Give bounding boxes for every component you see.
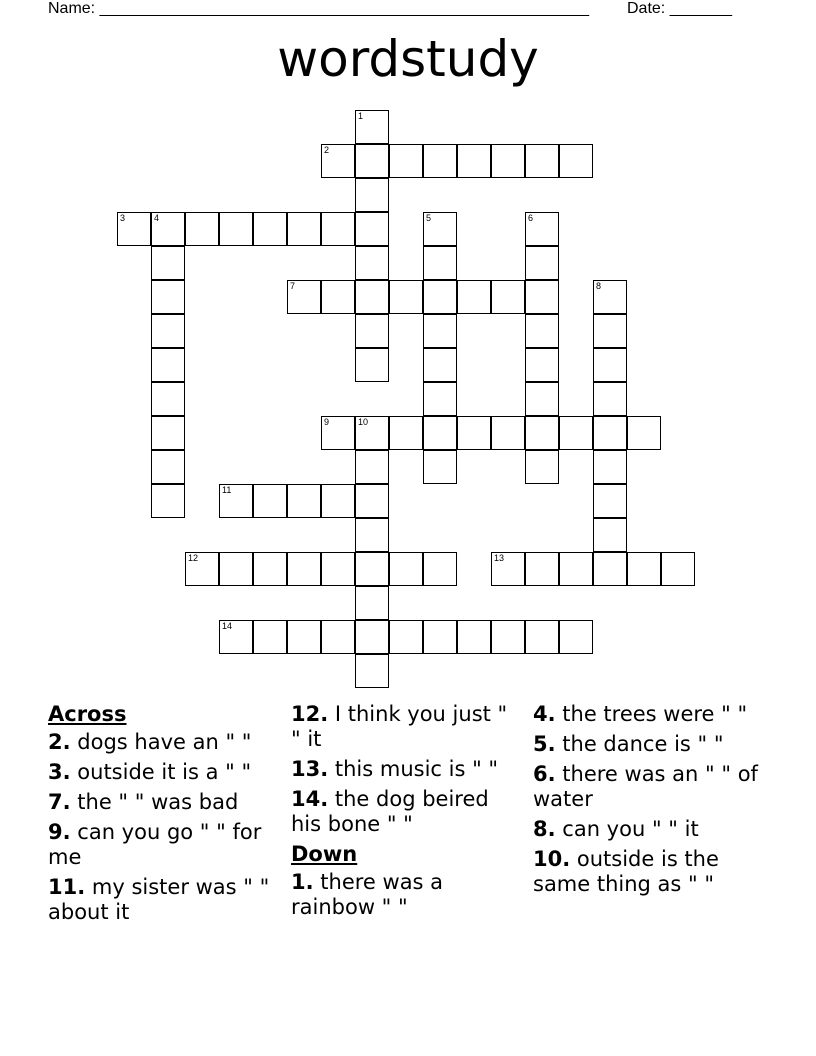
- grid-cell[interactable]: [525, 416, 559, 450]
- grid-cell[interactable]: [355, 314, 389, 348]
- grid-cell[interactable]: [627, 416, 661, 450]
- grid-cell[interactable]: [321, 280, 355, 314]
- across-clue: [291, 702, 521, 752]
- grid-cell[interactable]: [389, 416, 423, 450]
- grid-cell[interactable]: [219, 552, 253, 586]
- grid-cell[interactable]: [253, 620, 287, 654]
- grid-cell[interactable]: [151, 450, 185, 484]
- clue-number: 5.: [533, 732, 556, 756]
- clue-number: 6.: [533, 762, 556, 786]
- clue-column-1: [48, 702, 278, 930]
- grid-cell[interactable]: [355, 280, 389, 314]
- clue-number: 14.: [291, 787, 329, 811]
- grid-cell[interactable]: [355, 450, 389, 484]
- grid-cell[interactable]: [593, 348, 627, 382]
- grid-cell[interactable]: [355, 416, 389, 450]
- grid-cell[interactable]: [287, 484, 321, 518]
- grid-cell[interactable]: [423, 246, 457, 280]
- grid-cell[interactable]: [151, 314, 185, 348]
- clue-column-3: [533, 702, 763, 902]
- grid-cell[interactable]: [423, 144, 457, 178]
- clue-number: 3.: [48, 760, 71, 784]
- clue-text: can you go " " for me: [48, 820, 262, 869]
- clue-text: there was an " " of water: [533, 762, 758, 811]
- down-clue: [533, 702, 763, 727]
- name-blank[interactable]: _______________________________________________________: [99, 0, 589, 17]
- cell-number: 2: [324, 145, 330, 155]
- cell-number: 1: [358, 111, 364, 121]
- grid-cell[interactable]: [525, 348, 559, 382]
- grid-cell[interactable]: [423, 348, 457, 382]
- cell-number: 8: [596, 281, 602, 291]
- grid-cell[interactable]: [491, 144, 525, 178]
- clue-text: this music is " ": [334, 757, 499, 781]
- grid-cell[interactable]: [491, 620, 525, 654]
- grid-cell[interactable]: [355, 654, 389, 688]
- grid-cell[interactable]: [389, 144, 423, 178]
- grid-cell[interactable]: [151, 212, 185, 246]
- clue-number: 4.: [533, 702, 556, 726]
- grid-cell[interactable]: [151, 348, 185, 382]
- grid-cell[interactable]: [491, 552, 525, 586]
- clue-text: dogs have an " ": [77, 730, 252, 754]
- clue-number: 8.: [533, 817, 556, 841]
- grid-cell[interactable]: [355, 586, 389, 620]
- grid-cell[interactable]: [151, 484, 185, 518]
- down-clue: [533, 847, 763, 897]
- cell-number: 6: [528, 213, 534, 223]
- cell-number: 13: [494, 553, 505, 563]
- grid-cell[interactable]: [253, 212, 287, 246]
- grid-cell[interactable]: [491, 416, 525, 450]
- grid-cell[interactable]: [423, 314, 457, 348]
- grid-cell[interactable]: [185, 552, 219, 586]
- clue-text: the dog beired his bone " ": [291, 787, 489, 836]
- grid-cell[interactable]: [151, 382, 185, 416]
- grid-cell[interactable]: [151, 246, 185, 280]
- grid-cell[interactable]: [525, 620, 559, 654]
- grid-cell[interactable]: [593, 518, 627, 552]
- grid-cell[interactable]: [321, 552, 355, 586]
- grid-cell[interactable]: [525, 552, 559, 586]
- grid-cell[interactable]: [253, 484, 287, 518]
- grid-cell[interactable]: [389, 620, 423, 654]
- grid-cell[interactable]: [559, 416, 593, 450]
- grid-cell[interactable]: [525, 382, 559, 416]
- grid-cell[interactable]: [287, 280, 321, 314]
- cell-number: 10: [358, 417, 369, 427]
- grid-cell[interactable]: [525, 144, 559, 178]
- grid-cell[interactable]: [287, 552, 321, 586]
- grid-cell[interactable]: [355, 484, 389, 518]
- cell-number: 9: [324, 417, 330, 427]
- grid-cell[interactable]: [389, 280, 423, 314]
- grid-cell[interactable]: [593, 280, 627, 314]
- across-clue: [48, 790, 278, 815]
- grid-cell[interactable]: [355, 518, 389, 552]
- grid-cell[interactable]: [559, 552, 593, 586]
- grid-cell[interactable]: [253, 552, 287, 586]
- grid-cell[interactable]: [559, 144, 593, 178]
- clue-number: 11.: [48, 875, 86, 899]
- grid-cell[interactable]: [525, 314, 559, 348]
- clue-text: the trees were " ": [562, 702, 748, 726]
- clue-number: 10.: [533, 847, 571, 871]
- grid-cell[interactable]: [423, 280, 457, 314]
- grid-cell[interactable]: [525, 246, 559, 280]
- across-clue: [48, 820, 278, 870]
- across-heading: Across: [48, 702, 127, 726]
- across-clue: [291, 787, 521, 837]
- grid-cell[interactable]: [423, 416, 457, 450]
- clue-number: 9.: [48, 820, 71, 844]
- cell-number: 14: [222, 621, 233, 631]
- grid-cell[interactable]: [661, 552, 695, 586]
- grid-cell[interactable]: [117, 212, 151, 246]
- clue-text: can you " " it: [562, 817, 699, 841]
- grid-cell[interactable]: [219, 212, 253, 246]
- down-heading: Down: [291, 842, 358, 866]
- grid-cell[interactable]: [593, 382, 627, 416]
- grid-cell[interactable]: [321, 484, 355, 518]
- grid-cell[interactable]: [423, 450, 457, 484]
- clue-text: outside is the same thing as " ": [533, 847, 719, 896]
- across-clue: [48, 730, 278, 755]
- grid-cell[interactable]: [355, 552, 389, 586]
- date-label: Date:: [627, 0, 666, 17]
- across-clue: [48, 875, 278, 925]
- grid-cell[interactable]: [321, 212, 355, 246]
- name-label: Name:: [48, 0, 96, 17]
- cell-number: 3: [120, 213, 126, 223]
- grid-cell[interactable]: [423, 552, 457, 586]
- grid-cell[interactable]: [287, 212, 321, 246]
- clue-text: the dance is " ": [562, 732, 724, 756]
- grid-cell[interactable]: [559, 620, 593, 654]
- grid-cell[interactable]: [525, 450, 559, 484]
- grid-cell[interactable]: [321, 620, 355, 654]
- clue-number: 1.: [291, 870, 314, 894]
- grid-cell[interactable]: [151, 280, 185, 314]
- across-clue: [291, 757, 521, 782]
- grid-cell[interactable]: [355, 178, 389, 212]
- grid-cell[interactable]: [355, 212, 389, 246]
- grid-cell[interactable]: [185, 212, 219, 246]
- grid-cell[interactable]: [525, 212, 559, 246]
- grid-cell[interactable]: [355, 144, 389, 178]
- grid-cell[interactable]: [321, 416, 355, 450]
- cell-number: 5: [426, 213, 432, 223]
- grid-cell[interactable]: [457, 620, 491, 654]
- grid-cell[interactable]: [593, 416, 627, 450]
- grid-cell[interactable]: [287, 620, 321, 654]
- clue-number: 12.: [291, 702, 329, 726]
- grid-cell[interactable]: [457, 416, 491, 450]
- clue-text: my sister was " " about it: [48, 875, 270, 924]
- clue-number: 13.: [291, 757, 329, 781]
- down-clue: [533, 817, 763, 842]
- down-clue: [291, 870, 521, 920]
- clue-text: I think you just " " it: [291, 702, 508, 751]
- clue-text: the " " was bad: [77, 790, 239, 814]
- grid-cell[interactable]: [457, 144, 491, 178]
- grid-cell[interactable]: [355, 620, 389, 654]
- cell-number: 7: [290, 281, 296, 291]
- down-clue: [533, 732, 763, 757]
- grid-cell[interactable]: [389, 552, 423, 586]
- grid-cell[interactable]: [593, 450, 627, 484]
- grid-cell[interactable]: [593, 484, 627, 518]
- grid-cell[interactable]: [219, 484, 253, 518]
- date-blank[interactable]: _______: [669, 0, 732, 17]
- page-title: wordstudy: [277, 30, 539, 88]
- cell-number: 4: [154, 213, 160, 223]
- grid-cell[interactable]: [525, 280, 559, 314]
- cell-number: 12: [188, 553, 199, 563]
- across-clue: [48, 760, 278, 785]
- grid-cell[interactable]: [491, 280, 525, 314]
- clue-text: outside it is a " ": [77, 760, 252, 784]
- grid-cell[interactable]: [151, 416, 185, 450]
- grid-cell[interactable]: [355, 348, 389, 382]
- grid-cell[interactable]: [219, 620, 253, 654]
- clue-text: there was a rainbow " ": [291, 870, 444, 919]
- grid-cell[interactable]: [423, 382, 457, 416]
- grid-cell[interactable]: [627, 552, 661, 586]
- grid-cell[interactable]: [593, 314, 627, 348]
- down-clue: [533, 762, 763, 812]
- grid-cell[interactable]: [321, 144, 355, 178]
- grid-cell[interactable]: [423, 212, 457, 246]
- grid-cell[interactable]: [593, 552, 627, 586]
- grid-cell[interactable]: [355, 246, 389, 280]
- grid-cell[interactable]: [355, 110, 389, 144]
- clue-number: 7.: [48, 790, 71, 814]
- clue-column-2: [291, 702, 521, 925]
- clue-number: 2.: [48, 730, 71, 754]
- grid-cell[interactable]: [423, 620, 457, 654]
- grid-cell[interactable]: [457, 280, 491, 314]
- cell-number: 11: [222, 485, 232, 495]
